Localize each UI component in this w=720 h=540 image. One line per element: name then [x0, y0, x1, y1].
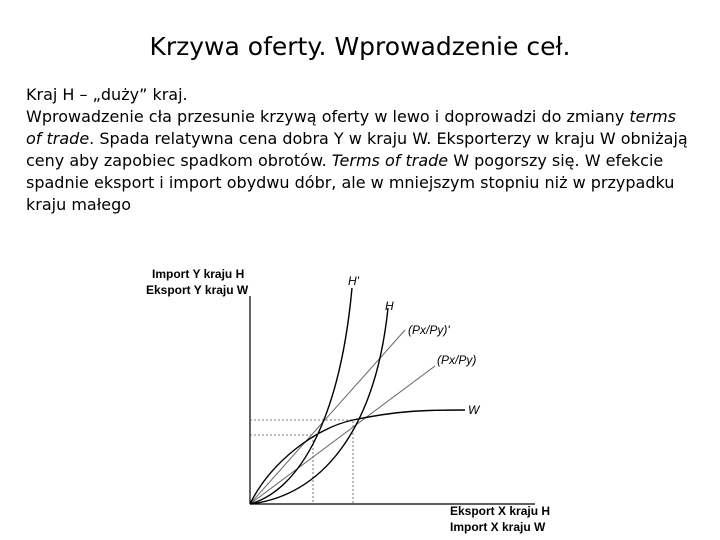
offer-curve-diagram	[130, 258, 570, 538]
y-axis-label-2: Eksport Y kraju W	[146, 283, 249, 297]
text-p2-a: Wprowadzenie cła przesunie krzywą oferty w lewo i doprowadzi do zmiany	[26, 107, 630, 126]
text-line-1: Kraj H – „duży” kraj.	[26, 85, 188, 104]
body-text	[26, 84, 696, 216]
label-h-prime: H'	[348, 274, 359, 288]
label-price-old: (Px/Py)	[437, 353, 477, 367]
label-h: H	[385, 299, 394, 313]
guide-equilibrium-old	[250, 420, 353, 504]
slide-title: Krzywa oferty. Wprowadzenie ceł.	[149, 32, 571, 61]
text-paragraph-2	[26, 106, 696, 216]
text-p2-b: terms of trade	[26, 107, 676, 148]
label-price-new: (Px/Py)'	[408, 323, 450, 337]
price-line-new	[250, 330, 405, 504]
label-w: W	[468, 403, 480, 417]
text-p2-d: Terms of trade	[331, 151, 449, 170]
price-line-old	[250, 366, 435, 504]
curve-h	[250, 308, 388, 504]
text-p2-e: W pogorszy się. W efekcie spadnie eksport i import obydwu dóbr, ale w mniejszym stopniu niż w przypadku kraju małego	[26, 151, 675, 214]
y-axis-label-1: Import Y kraju H	[152, 267, 245, 281]
x-axis-label-1: Eksport X kraju H	[450, 504, 551, 518]
text-p2-c: . Spada relatywna cena dobra Y w kraju W. Eksporterzy w kraju W obniżają ceny aby zapobiec spadkom obrotów.	[26, 129, 688, 170]
curve-h-prime	[250, 288, 352, 504]
x-axis-label-2: Import X kraju W	[450, 520, 546, 534]
